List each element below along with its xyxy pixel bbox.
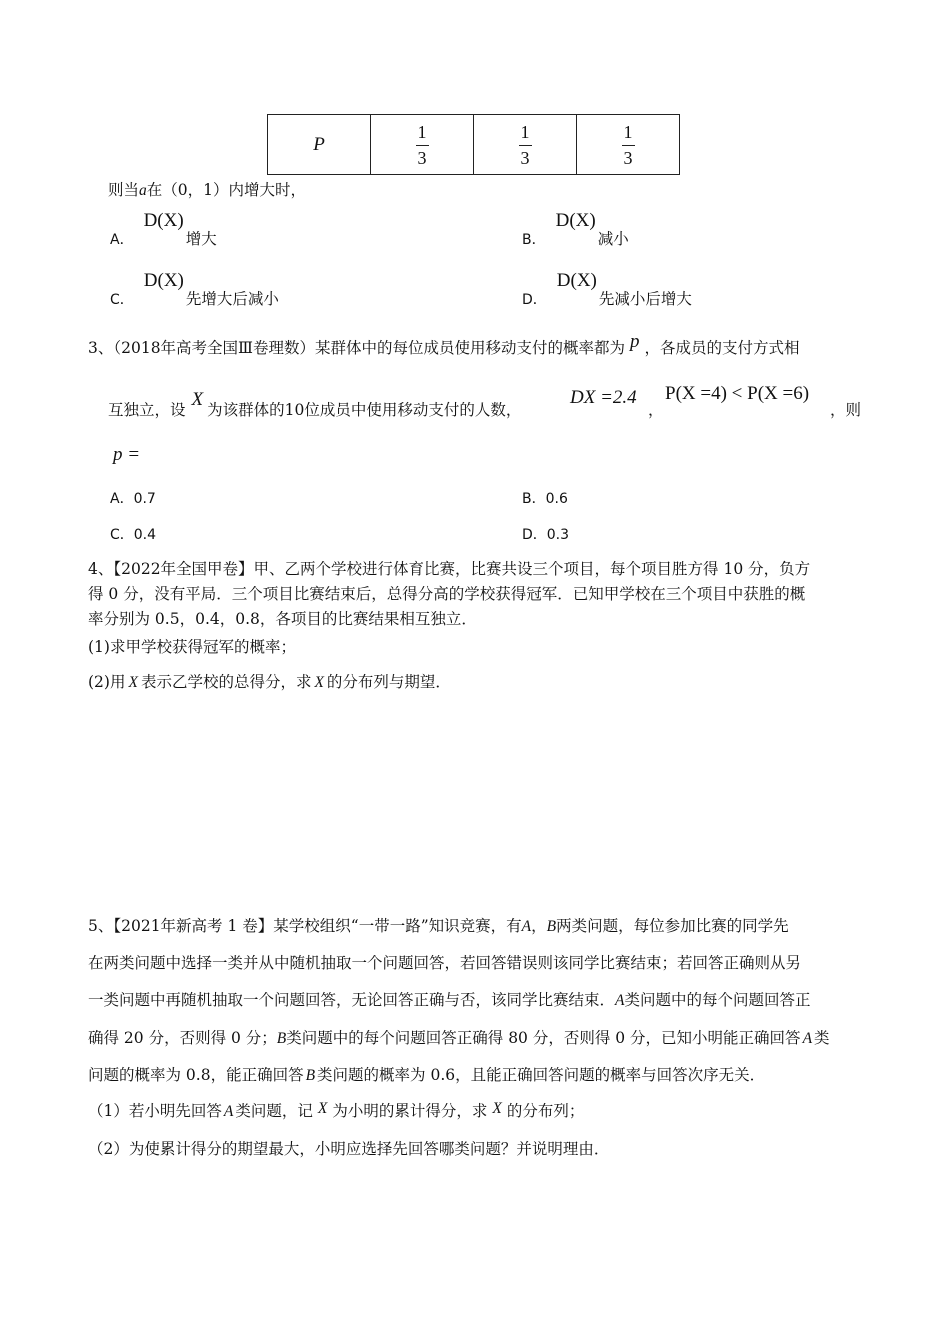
q2-option-a: A．D(X)增大 (110, 210, 217, 248)
q4-line-2: 得 0 分，没有平局．三个项目比赛结束后，总得分高的学校获得冠军．已知甲学校在三个项目中获胜的概 (88, 585, 806, 603)
q5-line-5: 问题的概率为 0.8，能正确回答 B 类问题的概率为 0.6，且能正确回答问题的概率与回答次序无关． (88, 1066, 766, 1084)
q4-line-3: 率分别为 0.5，0.4，0.8，各项目的比赛结果相互独立． (88, 610, 477, 628)
fraction-denominator: 3 (520, 147, 530, 168)
q3-probability-expr: P(X =4) < P(X =6) (665, 383, 810, 404)
q3-line-2: 互独立，设 X 为该群体的10位成员中使用移动支付的人数， (108, 389, 522, 419)
q5-line-1: 5、【2021年新高考 1 卷】某学校组织“一带一路”知识竞赛，有A，B两类问题，每位参加比赛的同学先 (88, 917, 789, 935)
fraction-numerator: 1 (520, 121, 530, 142)
table-cell (577, 115, 680, 175)
fraction (519, 122, 532, 168)
fraction (622, 122, 635, 168)
table-cell (474, 115, 577, 175)
fraction-denominator: 3 (623, 147, 633, 168)
q3-option-d: D．0.3 (522, 527, 570, 543)
q3-answer-expr: p = (113, 444, 141, 465)
fraction-numerator: 1 (417, 121, 427, 142)
probability-table (267, 114, 680, 175)
q5-line-3: 一类问题中再随机抽取一个问题回答，无论回答正确与否，该同学比赛结束．A类问题中的每个问题回答正 (88, 991, 811, 1009)
q4-part-2: (2)用 X 表示乙学校的总得分，求 X 的分布列与期望． (88, 673, 451, 691)
q5-part-1: （1）若小明先回答 A 类问题，记 X 为小明的累计得分，求 X 的分布列； (88, 1100, 585, 1120)
q3-option-a: A．0.7 (110, 491, 156, 507)
q3-option-c: C．0.4 (110, 527, 157, 543)
q4-line-1: 4、【2022年全国甲卷】甲、乙两个学校进行体育比赛，比赛共设三个项目，每个项目胜方得 10 分，负方 (88, 560, 811, 578)
fraction-numerator: 1 (623, 121, 633, 142)
q2-option-c: C．D(X)先增大后减小 (110, 270, 279, 308)
fraction-bar (519, 145, 532, 146)
fraction-bar (622, 145, 635, 146)
table-row (268, 115, 680, 175)
q2-option-b: B．D(X)减小 (522, 210, 629, 248)
table-cell (371, 115, 474, 175)
q5-part-2: （2）为使累计得分的期望最大，小明应选择先回答哪类问题？并说明理由． (88, 1140, 610, 1158)
fraction (416, 122, 429, 168)
q3-option-b: B．0.6 (522, 491, 568, 507)
q3-line-2-end: ，则 (830, 401, 862, 419)
table-label-cell (268, 115, 371, 175)
q5-line-2: 在两类问题中选择一类并从中随机抽取一个问题回答，若回答错误则该同学比赛结束；若回答正确则从另 (88, 954, 802, 972)
q4-part-1: (1)求甲学校获得冠军的概率； (88, 638, 296, 656)
q3-comma: ， (648, 401, 664, 419)
q5-line-4: 确得 20 分，否则得 0 分；B类问题中的每个问题回答正确得 80 分，否则得 0 分，已知小明能正确回答 A 类 (88, 1029, 830, 1047)
table-label: P (313, 133, 325, 155)
q3-variance-expr: DX =2.4 (570, 387, 637, 408)
q2-option-d: D．D(X)先减小后增大 (522, 270, 692, 308)
fraction-denominator: 3 (417, 147, 427, 168)
fraction-bar (416, 145, 429, 146)
q2-stem: 则当a在（0，1）内增大时， (108, 181, 306, 199)
q3-line-1: 3、（2018年高考全国Ⅲ卷理数）某群体中的每位成员使用移动支付的概率都为 p ，各成员的支付方式相 (88, 331, 800, 357)
